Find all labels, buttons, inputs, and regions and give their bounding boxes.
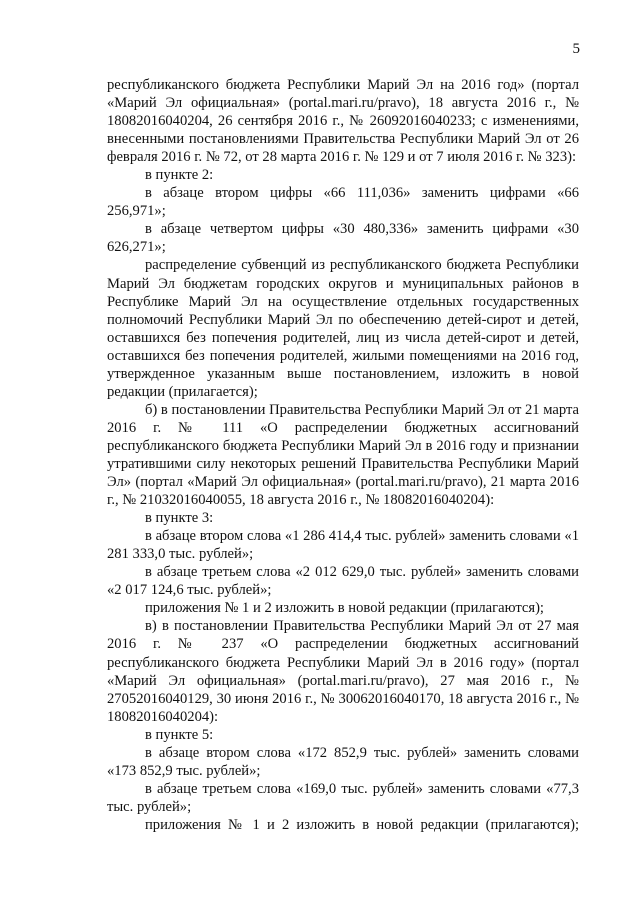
paragraph: в абзаце втором слова «172 852,9 тыс. рублей» заменить словами «173 852,9 тыс. рублей»;	[107, 744, 579, 779]
page-number: 5	[572, 41, 580, 57]
paragraph: в абзаце втором цифры «66 111,036» заменить цифрами «66 256,971»;	[107, 185, 579, 220]
paragraph: в абзаце третьем слова «2 012 629,0 тыс. рублей» заменить словами «2 017 124,6 тыс. рублей»;	[107, 564, 579, 599]
paragraph: в абзаце втором слова «1 286 414,4 тыс. рублей» заменить словами «1 281 333,0 тыс. рублей»;	[107, 528, 579, 563]
paragraph: распределение субвенций из республиканского бюджета Республики Марий Эл бюджетам городских округов и муниципальных районов в Республике Марий Эл на осуществление отдельных государственных полномочий Республики Марий Эл по обеспечению детей-сирот и детей, оставшихся без попечения родителей, лиц из числа детей-сирот и детей, оставшихся без попечения родителей, жилыми помещениями на 2016 год, утвержденное указанным выше постановлением, изложить в новой редакции (прилагается);	[107, 257, 579, 400]
paragraph: в пункте 3:	[145, 510, 214, 527]
paragraph: б) в постановлении Правительства Республики Марий Эл от 21 марта 2016 г. № 111 «О распределении бюджетных ассигнований республиканского бюджета Республики Марий Эл в 2016 году и признании утратившими силу некоторых решений Правительства Республики Марий Эл» (портал «Марий Эл официальная» (portal.mari.ru/pravo), 21 марта 2016 г., № 21032016040055, 18 августа 2016 г., № 18082016040204):	[107, 401, 579, 509]
paragraph: в абзаце четвертом цифры «30 480,336» заменить цифрами «30 626,271»;	[107, 221, 579, 256]
paragraph: в) в постановлении Правительства Республики Марий Эл от 27 мая 2016 г. № 237 «О распределении бюджетных ассигнований республиканского бюджета Республики Марий Эл в 2016 году» (портал «Марий Эл официальная» (portal.mari.ru/pravo), 27 мая 2016 г., № 27052016040129, 30 июня 2016 г., № 30062016040170, 18 августа 2016 г., № 18082016040204):	[107, 618, 579, 725]
paragraph: в абзаце третьем слова «169,0 тыс. рублей» заменить словами «77,3 тыс. рублей»;	[107, 780, 579, 815]
paragraph: приложения № 1 и 2 изложить в новой редакции (прилагаются);	[145, 816, 579, 833]
paragraph: в пункте 5:	[145, 726, 214, 743]
paragraph: республиканского бюджета Республики Марий Эл на 2016 год» (портал «Марий Эл официальная» (portal.mari.ru/pravo), 18 августа 2016 г., № 18082016040204, 26 сентября 2016 г., № 26092016040233; с изменениями, внесенными постановлениями Правительства Республики Марий Эл от 26 февраля 2016 г. № 72, от 28 марта 2016 г. № 129 и от 7 июля 2016 г. № 323):	[107, 77, 579, 166]
document-body	[107, 76, 579, 834]
paragraph: в пункте 2:	[145, 167, 214, 184]
paragraph: приложения № 1 и 2 изложить в новой редакции (прилагаются);	[145, 600, 544, 617]
